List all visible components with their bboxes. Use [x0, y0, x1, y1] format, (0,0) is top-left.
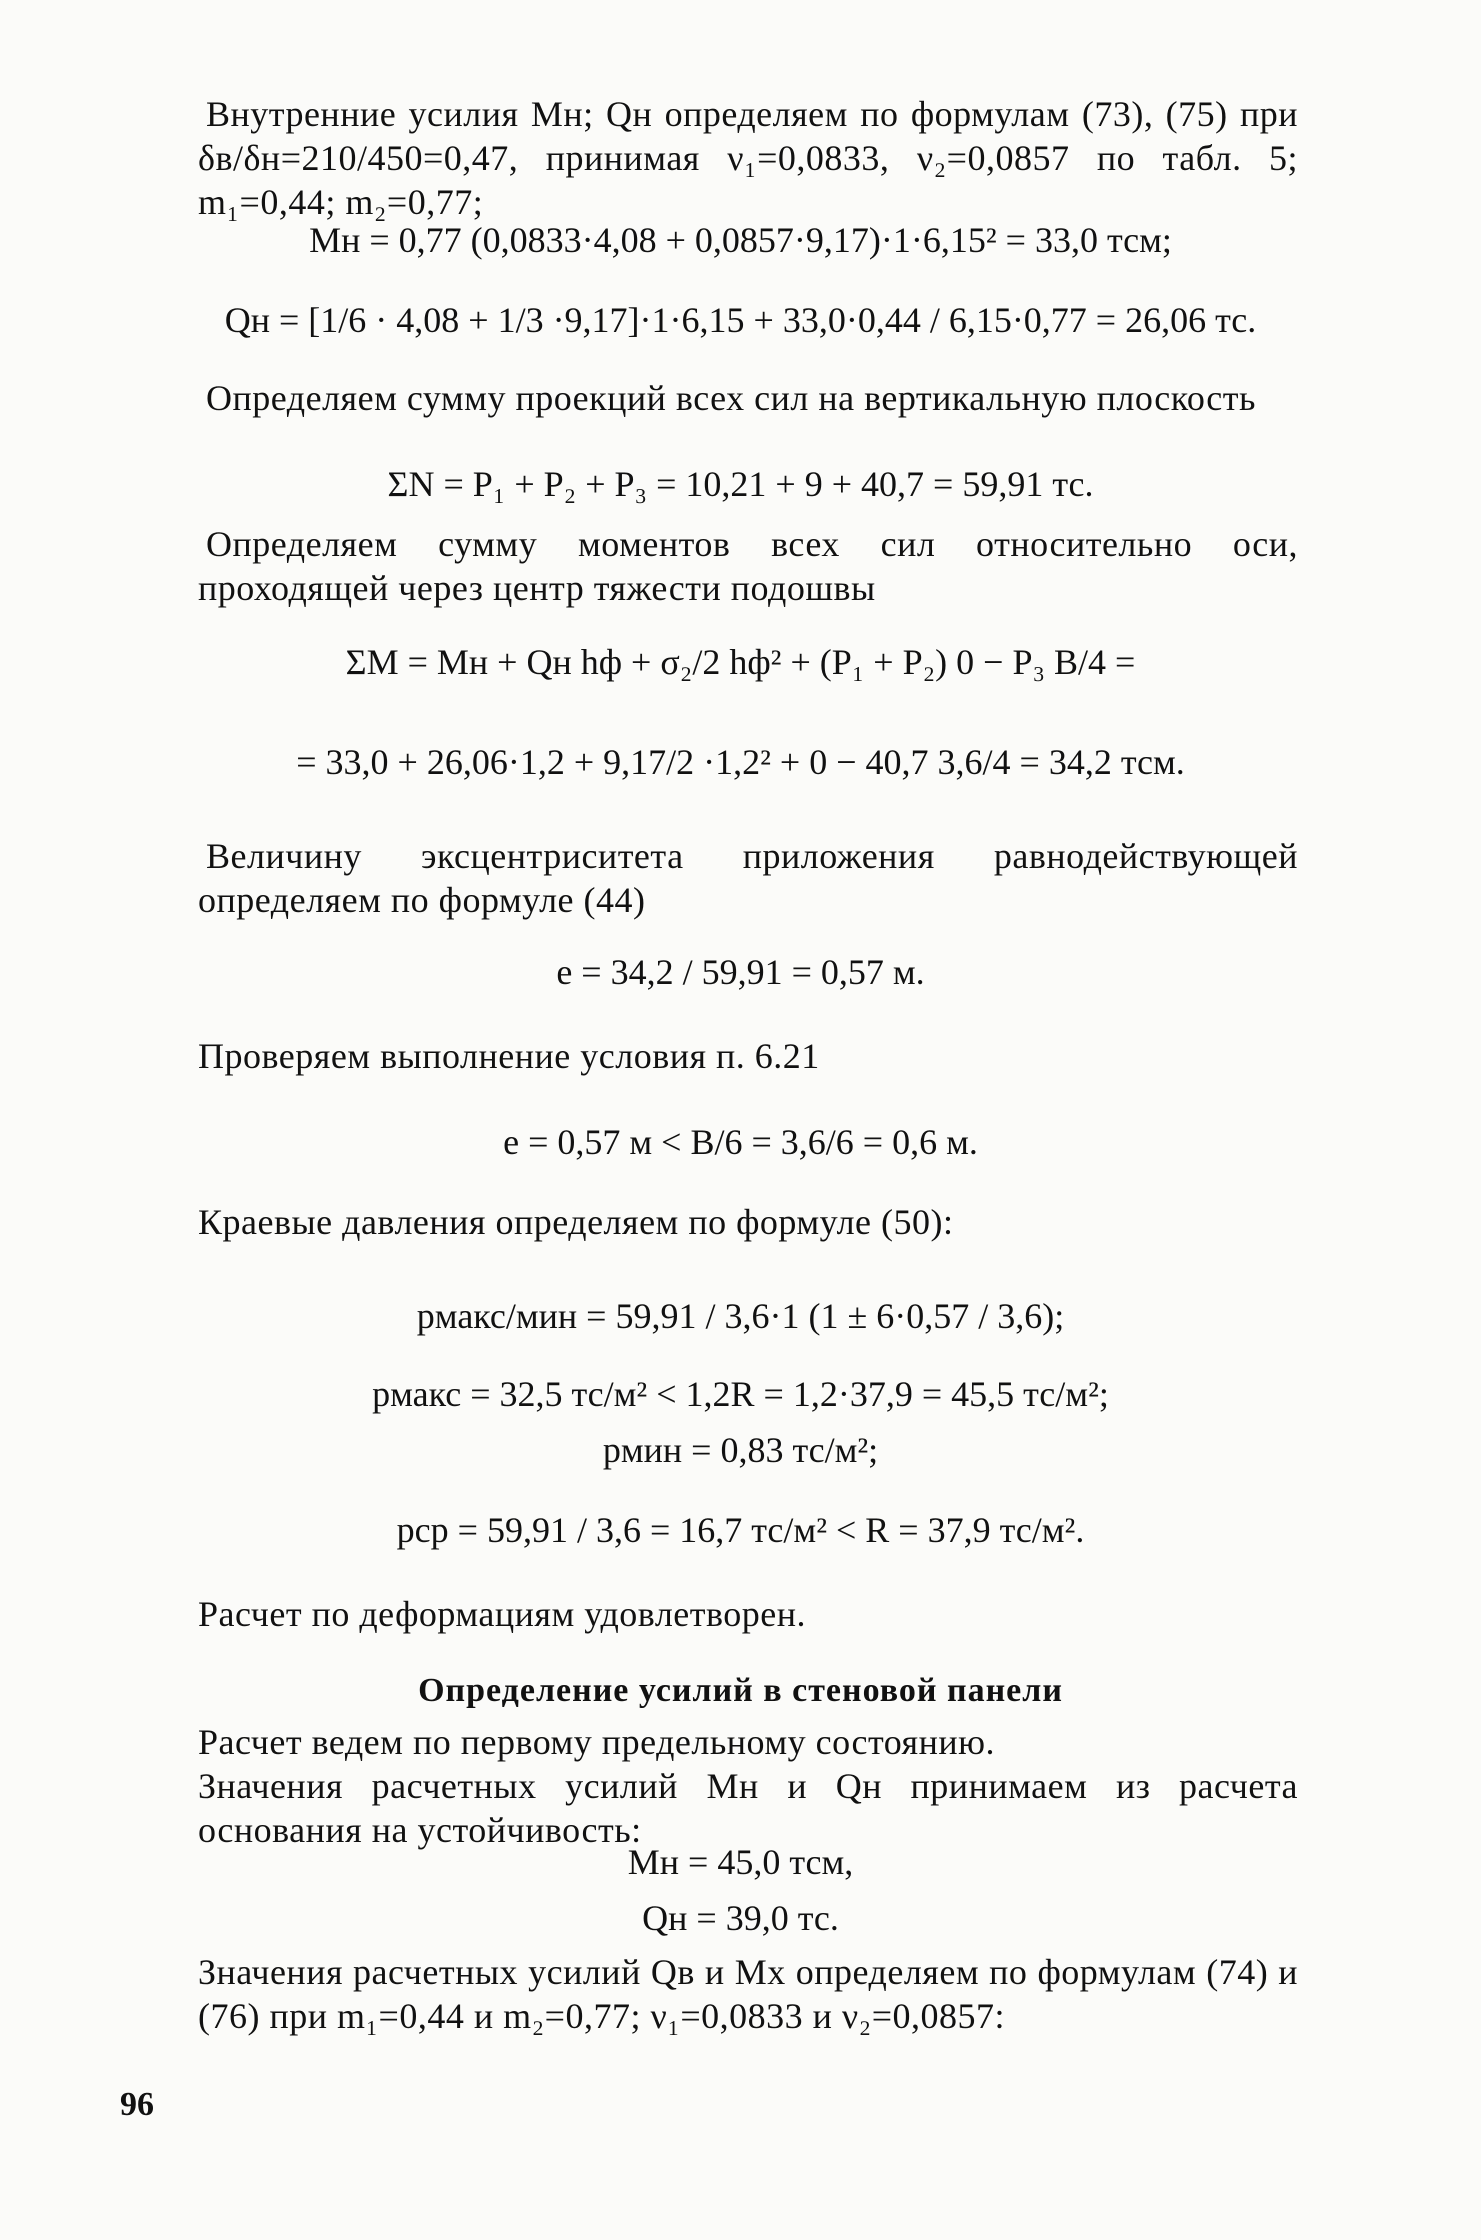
- equation-mn-design: Mн = 45,0 тсм,: [627, 1842, 854, 1882]
- equation-p-min: pмин = 0,83 тс/м²;: [602, 1430, 879, 1470]
- equation-mn: Mн = 0,77 (0,0833·4,08 + 0,0857·9,17)·1·6,15² = 33,0 тсм;: [309, 220, 1172, 260]
- paragraph-check-condition: Проверяем выполнение условия п. 6.21: [198, 1036, 820, 1076]
- equation-p-max: pмакс = 32,5 тс/м² < 1,2R = 1,2·37,9 = 45,5 тс/м²;: [372, 1374, 1109, 1414]
- paragraph-sum-projections: Определяем сумму проекций всех сил на вертикальную плоскость: [206, 378, 1256, 418]
- equation-qn: Qн = [1/6 · 4,08 + 1/3 ·9,17]·1·6,15 + 33,0·0,44 / 6,15·0,77 = 26,06 тс.: [224, 300, 1257, 340]
- page-number: 96: [120, 2086, 154, 2123]
- equation-e-check: e = 0,57 м < B/6 = 3,6/6 = 0,6 м.: [503, 1122, 978, 1162]
- equation-qn-design: Qн = 39,0 тс.: [642, 1898, 839, 1938]
- equation-sum-m: ΣM = Mн + Qн hф + σ₂/2 hф² + (P₁ + P₂) 0 − P₃ B/4 =: [345, 642, 1136, 682]
- equation-p-avg: pср = 59,91 / 3,6 = 16,7 тс/м² < R = 37,9 тс/м².: [396, 1510, 1085, 1550]
- equation-sum-n: ΣN = P₁ + P₂ + P₃ = 10,21 + 9 + 40,7 = 59,91 тс.: [387, 464, 1094, 504]
- equation-e: e = 34,2 / 59,91 = 0,57 м.: [556, 952, 925, 992]
- equation-p-max-min: pмакс/мин = 59,91 / 3,6·1 (1 ± 6·0,57 / 3,6);: [416, 1296, 1065, 1336]
- paragraph-design-forces: Значения расчетных усилий Mн и Qн принимаем из расчета основания на устойчивость:: [198, 1766, 1298, 1850]
- paragraph-eccentricity: Величину эксцентриситета приложения равнодействующей определяем по формуле (44): [198, 836, 1298, 920]
- section-heading: Определение усилий в стеновой панели: [418, 1672, 1063, 1709]
- paragraph-sum-moments: Определяем сумму моментов всех сил относительно оси, проходящей через центр тяжести подошвы: [198, 524, 1298, 608]
- paragraph-qv-mx: Значения расчетных усилий Qв и Mх определяем по формулам (74) и (76) при m₁=0,44 и m₂=0,77; ν₁=0,0833 и ν₂=0,0857:: [198, 1952, 1298, 2036]
- paragraph-limit-state: Расчет ведем по первому предельному состоянию.: [198, 1722, 996, 1762]
- paragraph-edge-pressure: Краевые давления определяем по формуле (50):: [198, 1202, 954, 1242]
- paragraph-deformation-ok: Расчет по деформациям удовлетворен.: [198, 1594, 806, 1634]
- paragraph-internal-forces: Внутренние усилия Mн; Qн определяем по формулам (73), (75) при δв/δн=210/450=0,47, принимая ν₁=0,0833, ν₂=0,0857 по табл. 5; m₁=0,44; m₂=0,77;: [198, 94, 1298, 222]
- equation-sum-m-value: = 33,0 + 26,06·1,2 + 9,17/2 ·1,2² + 0 − 40,7 3,6/4 = 34,2 тсм.: [296, 742, 1185, 782]
